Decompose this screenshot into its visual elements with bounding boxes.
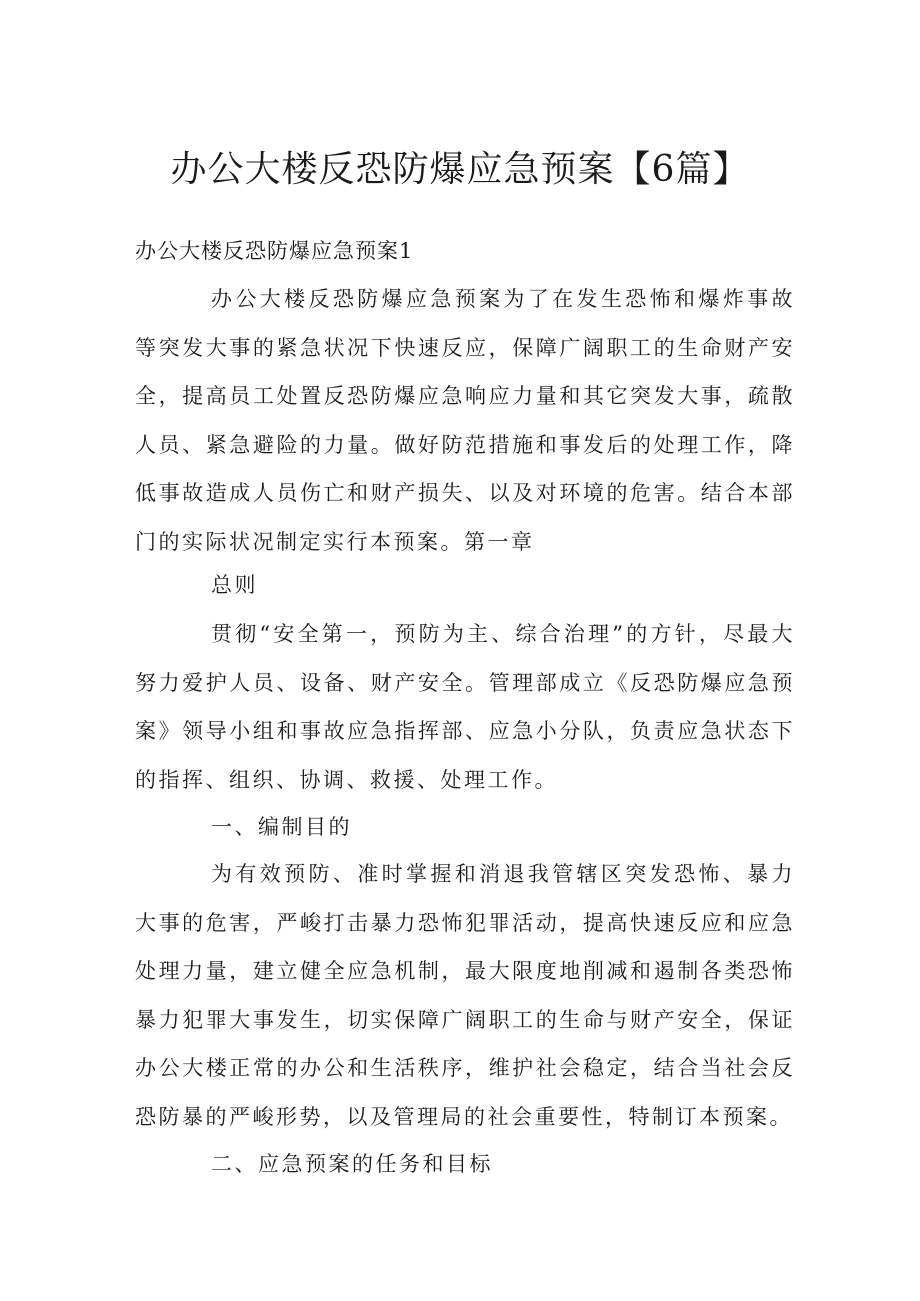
paragraph-section-1: 为有效预防、准时掌握和消退我管辖区突发恐怖、暴力大事的危害，严峻打击暴力恐怖犯罪活动，提高快速反应和应急处理力量，建立健全应急机制，最大限度地削减和遏制各类恐怖暴力犯罪大事发生，切实保障广阔职工的生命与财产安全，保证办公大楼正常的办公和生活秩序，维护社会稳定，结合当社会反恐防暴的严峻形势，以及管理局的社会重要性，特制订本预案。 xyxy=(135,862,795,1129)
section-subtitle: 办公大楼反恐防爆应急预案1 xyxy=(135,239,414,263)
heading-section-1: 一、编制目的 xyxy=(211,815,352,839)
paragraph-purpose-intro: 办公大楼反恐防爆应急预案为了在发生恐怖和爆炸事故等突发大事的紧急状况下快速反应，保障广阔职工的生命财产安全，提高员工处置反恐防爆应急响应力量和其它突发大事，疏散人员、紧急避险的力量。做好防范措施和事发后的处理工作，降低事故造成人员伤亡和财产损失、以及对环境的危害。结合本部门的实际状况制定实行本预案。第一章 xyxy=(135,287,795,554)
paragraph-general-principles: 贯彻“安全第一，预防为主、综合治理”的方针，尽最大努力爱护人员、设备、财产安全。管理部成立《反恐防爆应急预案》领导小组和事故应急指挥部、应急小分队，负责应急状态下的指挥、组织、协调、救援、处理工作。 xyxy=(135,622,795,792)
page-title: 办公大楼反恐防爆应急预案【6篇】 xyxy=(170,149,750,190)
heading-section-2: 二、应急预案的任务和目标 xyxy=(211,1152,493,1176)
heading-general-principles: 总则 xyxy=(211,573,258,597)
